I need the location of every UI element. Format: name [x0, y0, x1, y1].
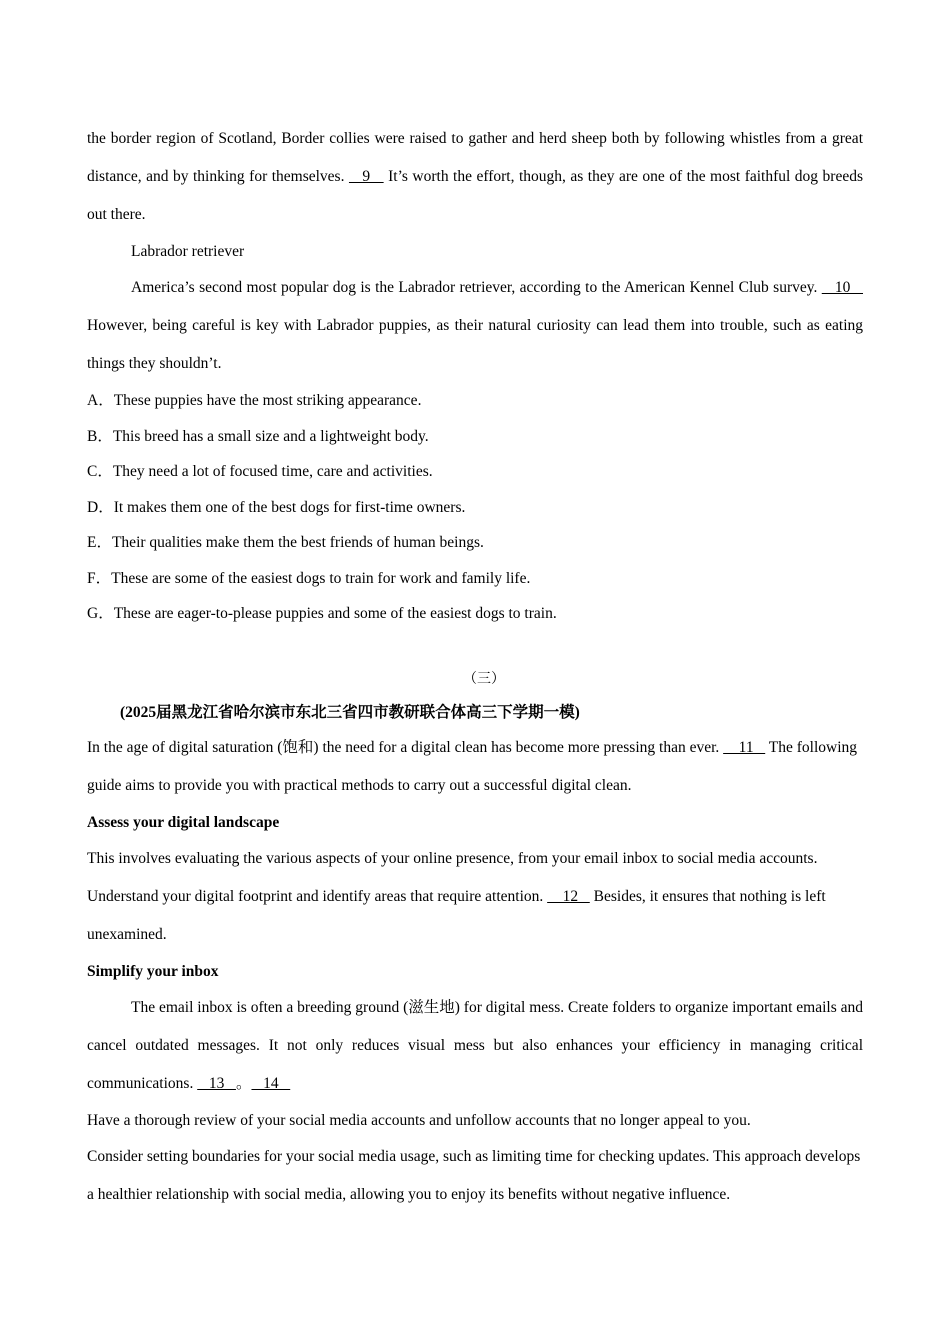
blank-10: 10	[821, 279, 863, 296]
source-line: (2025届黑龙江省哈尔滨市东北三省四市教研联合体高三下学期一模)	[120, 703, 580, 721]
paragraph-text: The following guide aims to provide you with practical methods to carry out a successful digital clean.	[87, 738, 858, 794]
paragraph-assess	[87, 840, 863, 954]
paragraph-text: It’s worth the effort, though, as they are one of the most faithful dog breeds out there.	[87, 168, 863, 223]
paragraph-text: However, being careful is key with Labrador puppies, as their natural curiosity can lead them into trouble, such as eating things they shouldn’t.	[87, 317, 863, 372]
section-marker: （三）	[463, 671, 505, 687]
option-e: E．Their qualities make them the best friends of human beings.	[87, 534, 484, 551]
blank-13: 13	[197, 1074, 236, 1092]
section-spacer	[87, 632, 863, 662]
paragraph-text: Besides, it ensures that nothing is left unexamined.	[87, 887, 826, 943]
heading-inbox: Simplify your inbox	[87, 962, 219, 980]
paragraph-text: The email inbox is often a breeding ground (滋生地) for digital mess. Create folders to organize important emails and cancel outdated messages. It not only reduces visual mess but also enhances your efficiency in managing critical communications.	[87, 998, 863, 1092]
paragraph-labrador	[87, 269, 863, 383]
paragraph-text: In the age of digital saturation (饱和) the need for a digital clean has become more pressing than ever.	[87, 738, 724, 756]
separator: 。	[235, 1074, 252, 1092]
paragraph-inbox	[87, 989, 863, 1103]
blank-9: 9	[348, 168, 384, 185]
option-d: D．It makes them one of the best dogs for first-time owners.	[87, 498, 466, 516]
document-page	[87, 120, 863, 1214]
labrador-heading: Labrador retriever	[131, 243, 245, 260]
option-f: F．These are some of the easiest dogs to train for work and family life.	[87, 569, 531, 587]
option-c: C．They need a lot of focused time, care and activities.	[87, 463, 433, 480]
paragraph-text: This involves evaluating the various aspects of your online presence, from your email inbox to social media accounts. Understand your digital footprint and identify areas that require attention.	[87, 849, 818, 905]
option-g: G．These are eager-to-please puppies and some of the easiest dogs to train.	[87, 605, 557, 622]
paragraph-social-2: Consider setting boundaries for your social media usage, such as limiting time for checking updates. This approach develops a healthier relationship with social media, allowing you to enjoy its benefits without negative influence.	[87, 1148, 861, 1203]
option-b: B．This breed has a small size and a lightweight body.	[87, 427, 429, 445]
blank-14: 14	[251, 1074, 291, 1092]
option-a: A．These puppies have the most striking appearance.	[87, 392, 422, 409]
blank-12: 12	[547, 887, 590, 905]
paragraph-social-1: Have a thorough review of your social media accounts and unfollow accounts that no longer appeal to you.	[87, 1111, 751, 1129]
paragraph-border-collie	[87, 120, 863, 234]
paragraph-intro	[87, 729, 863, 805]
paragraph-text: America’s second most popular dog is the Labrador retriever, according to the American Kennel Club survey.	[131, 279, 822, 296]
options-list	[87, 383, 863, 632]
paragraph-text: the border region of Scotland, Border collies were raised to gather and herd sheep both by following whistles from a great distance, and by thinking for themselves.	[87, 130, 863, 185]
heading-assess: Assess your digital landscape	[87, 813, 280, 831]
blank-11: 11	[723, 738, 766, 756]
